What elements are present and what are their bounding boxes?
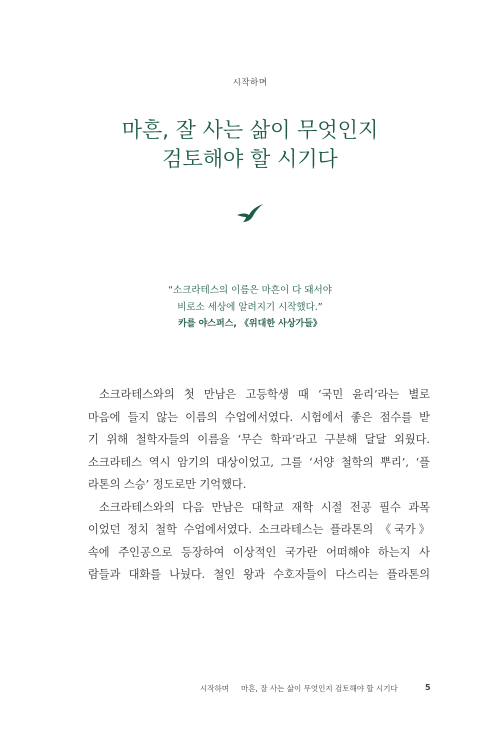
body-row: 이었던 정치 철학 수업에서였다. 소크라테스는 플라톤의 《국가》 xyxy=(88,523,430,536)
body-row: 속에 주인공으로 등장하여 이상적인 국가란 어떠해야 하는지 사 xyxy=(88,545,430,559)
epigraph xyxy=(0,282,500,332)
footer-chapter: 시작하며 xyxy=(200,684,229,693)
body-row: 소크라테스 역시 암기의 대상이었고, 그를 ‘서양 철학의 뿌리’, ‘플 xyxy=(88,455,430,469)
epigraph-line-1: “소크라테스의 이름은 마흔이 다 돼서야 xyxy=(168,285,332,296)
body-row: 라톤의 스승’ 정도로만 기억했다. xyxy=(88,478,247,491)
body-row: 기 위해 철학자들의 이름을 ‘무슨 학파’라고 구분해 달달 외웠다. xyxy=(88,433,430,446)
body-row: 소크라테스와의 다음 만남은 대학교 재학 시절 전공 필수 과목 xyxy=(99,500,430,514)
epigraph-citation: 카를 야스퍼스, 《위대한 사상가들》 xyxy=(178,319,322,329)
epigraph-line-2: 비로소 세상에 알려지기 시작했다.” xyxy=(177,302,323,313)
section-label: 시작하며 xyxy=(232,78,268,88)
body-row: 마음에 들지 않는 이름의 수업에서였다. 시험에서 좋은 점수를 받 xyxy=(88,410,430,424)
bird-icon xyxy=(236,203,264,223)
body-row: 람들과 대화를 나눴다. 철인 왕과 수호자들이 다스리는 플라톤의 xyxy=(88,568,430,581)
chapter-title-line-2: 검토해야 할 시기다 xyxy=(162,147,338,171)
page-number: 5 xyxy=(425,683,431,692)
body-text xyxy=(88,384,430,587)
chapter-title xyxy=(0,116,500,174)
chapter-title-line-1: 마흔, 잘 사는 삶이 무엇인지 xyxy=(121,118,379,142)
body-row: 소크라테스와의 첫 만남은 고등학생 때 ‘국민 윤리’라는 별로 xyxy=(99,388,430,401)
footer-title: 마흔, 잘 사는 삶이 무엇인지 검토해야 할 시기다 xyxy=(241,684,398,693)
